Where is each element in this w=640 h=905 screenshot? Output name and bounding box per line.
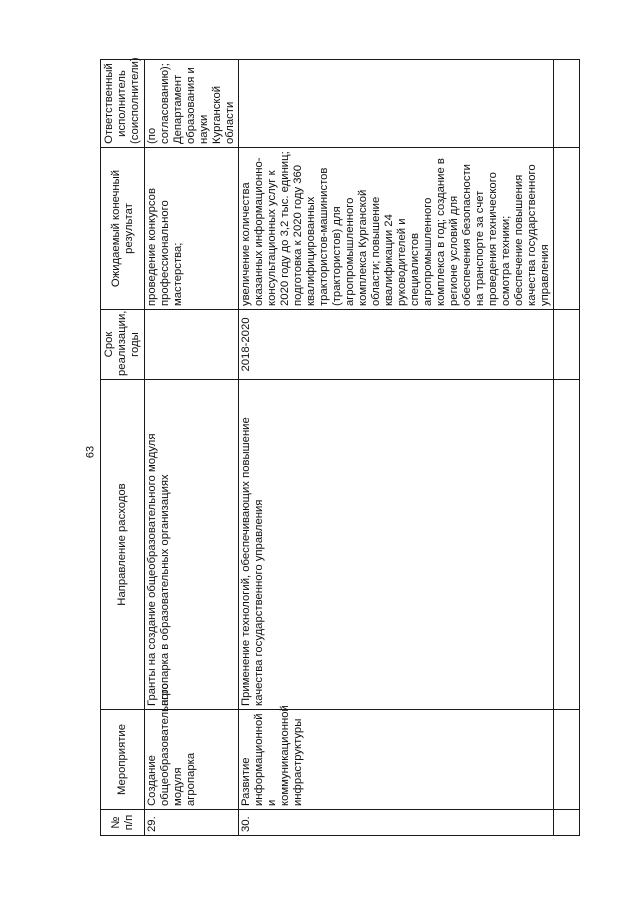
row-result: увеличение количества оказанных информационно-консультационных услуг к 2020 году до 3,2 тыс. единиц; подготовка к 2020 году 360 квалифицированных трактористов-машинистов (трактористов) для агропромышленного комплекса Курганской области; повышение квалификации 24 руководителей и специалистов агропромышленного комплекса в год; создание в регионе условий для обеспечения безопасности на транспорте за счет проведения технического осмотра техники; обеспечение повышения качества государственного управления [239, 148, 554, 310]
header-event: Мероприятие [101, 710, 145, 810]
header-number: № п/п [101, 810, 145, 836]
row-result: проведение конкурсов профессионального мастерства; [145, 148, 239, 310]
table-row [239, 60, 554, 836]
row-term: 2018-2020 [239, 310, 554, 380]
row-event: Создание общеобразовательного модуля агропарка [145, 710, 239, 810]
row-term [145, 310, 239, 380]
header-direction: Направление расходов [101, 380, 145, 710]
header-result: Ожидаемый конечный результат [101, 148, 145, 310]
table-header-row [101, 60, 145, 836]
row-responsible: (по согласованию); Департамент образования и науки Курганской области [145, 60, 239, 148]
program-table [100, 59, 580, 836]
row-direction: Гранты на создание общеобразовательного модуля агропарка в образовательных организациях [145, 380, 239, 710]
table-row [145, 60, 239, 836]
row-event: Развитие информационной и коммуникационной инфраструктуры [239, 710, 554, 810]
page-number: 63 [84, 445, 97, 459]
rotated-page-content [100, 57, 580, 836]
header-term: Срок реализации, годы [101, 310, 145, 380]
row-number: 29. [145, 810, 239, 836]
row-responsible [239, 60, 554, 148]
row-number: 30. [239, 810, 554, 836]
row-direction: Применение технологий, обеспечивающих повышение качества государственного управления [239, 380, 554, 710]
header-responsible: Ответственный исполнитель (соисполнители) [101, 60, 145, 148]
table-continuation-row [554, 60, 580, 836]
